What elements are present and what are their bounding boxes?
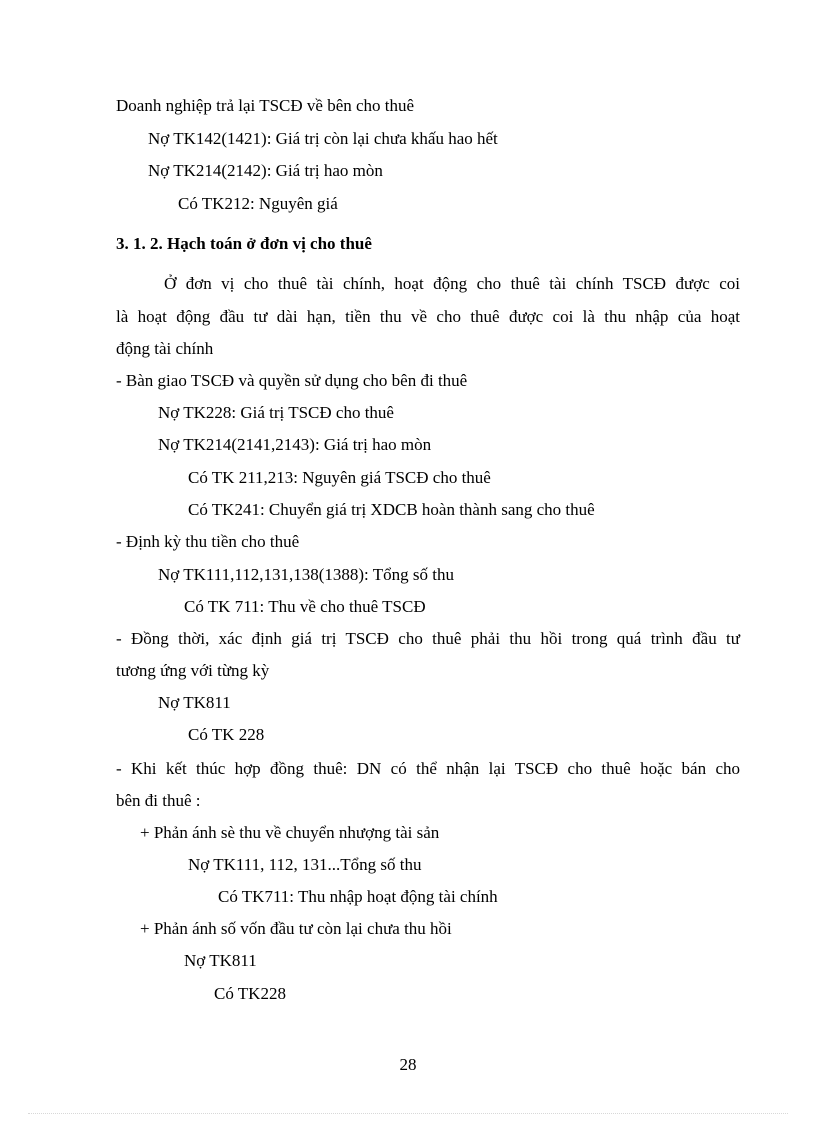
text-line: Có TK228 (214, 984, 286, 1003)
text-line: + Phản ánh số vốn đầu tư còn lại chưa thu hồi (140, 919, 452, 938)
paragraph-line: tương ứng với từng kỳ (116, 661, 270, 680)
text-line: Nợ TK228: Giá trị TSCĐ cho thuê (158, 403, 394, 422)
section-heading: 3. 1. 2. Hạch toán ở đơn vị cho thuê (116, 234, 372, 253)
page-number: 28 (399, 1055, 417, 1074)
text-line: - Bàn giao TSCĐ và quyền sử dụng cho bên đi thuê (116, 371, 468, 390)
paragraph-line: - Khi kết thúc hợp đồng thuê: DN có thể nhận lại TSCĐ cho thuê hoặc bán cho (116, 759, 740, 778)
text-line: Có TK 711: Thu về cho thuê TSCĐ (184, 597, 426, 616)
paragraph-line: - Đồng thời, xác định giá trị TSCĐ cho thuê phải thu hồi trong quá trình đầu tư (116, 629, 740, 648)
paragraph-line: động tài chính (116, 339, 214, 358)
paragraph-line: là hoạt động đầu tư dài hạn, tiền thu về cho thuê được coi là thu nhập của hoạt (116, 307, 740, 326)
paragraph-line: Ở đơn vị cho thuê tài chính, hoạt động cho thuê tài chính TSCĐ được coi (164, 274, 740, 293)
text-line: Có TK241: Chuyển giá trị XDCB hoàn thành sang cho thuê (188, 500, 595, 519)
text-line: Nợ TK142(1421): Giá trị còn lại chưa khấu hao hết (148, 129, 498, 148)
text-line: Nợ TK811 (158, 693, 231, 712)
text-line: - Định kỳ thu tiền cho thuê (116, 532, 300, 551)
text-line: Nợ TK111,112,131,138(1388): Tổng số thu (158, 565, 454, 584)
text-line: Có TK 228 (188, 725, 265, 744)
text-line: Có TK711: Thu nhập hoạt động tài chính (218, 887, 498, 906)
page-bottom-rule (28, 1113, 788, 1114)
text-line: Nợ TK111, 112, 131...Tổng số thu (188, 855, 422, 874)
text-line: Nợ TK214(2142): Giá trị hao mòn (148, 161, 383, 180)
paragraph-line: bên đi thuê : (116, 791, 201, 810)
text-line: Có TK 211,213: Nguyên giá TSCĐ cho thuê (188, 468, 491, 487)
text-line: + Phản ánh sè thu về chuyển nhượng tài sản (140, 823, 440, 842)
text-line: Có TK212: Nguyên giá (178, 194, 338, 213)
text-line: Doanh nghiệp trả lại TSCĐ về bên cho thuê (116, 96, 415, 115)
text-line: Nợ TK811 (184, 951, 257, 970)
text-line: Nợ TK214(2141,2143): Giá trị hao mòn (158, 435, 432, 454)
